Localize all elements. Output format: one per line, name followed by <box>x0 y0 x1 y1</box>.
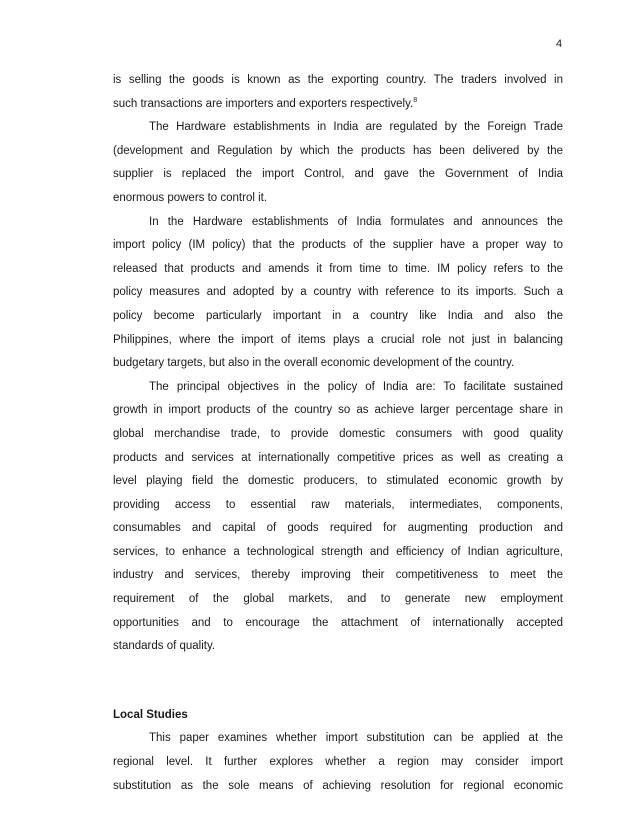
document-body <box>113 69 563 798</box>
text-line: substitution as the sole means of achieving resolution for regional economic <box>113 779 563 792</box>
text-line: budgetary targets, but also in the overall economic development of the country. <box>113 357 515 370</box>
text-line: policy measures and adopted by a country with reference to its imports. Such a <box>113 286 563 299</box>
text-line: is selling the goods is known as the exporting country. The traders involved in <box>113 74 563 86</box>
text-line: (development and Regulation by which the products has been delivered by the <box>113 144 563 157</box>
text-line: growth in import products of the country so as achieve larger percentage share in <box>113 404 563 417</box>
text-line: Philippines, where the import of items plays a crucial role not just in balancing <box>113 333 563 346</box>
text-line: consumables and capital of goods required for augmenting production and <box>113 522 563 535</box>
text-line: regional level. It further explores whether a region may consider import <box>113 756 563 769</box>
text-line-content: such transactions are importers and exporters respectively. <box>113 97 414 110</box>
text-line: requirement of the global markets, and to generate new employment <box>113 593 563 606</box>
text-line: services, to enhance a technological strength and efficiency of Indian agriculture, <box>113 545 563 558</box>
text-line: In the Hardware establishments of India formulates and announces the <box>149 215 563 228</box>
text-line: products and services at internationally competitive prices as well as creating a <box>113 451 563 464</box>
paragraph-local-studies <box>113 727 563 798</box>
text-line: policy become particularly important in a country like India and also the <box>113 309 563 322</box>
page-number: 4 <box>556 38 563 50</box>
paragraph-exporting-country <box>113 69 563 116</box>
text-line: level playing field the domestic producers, to stimulated economic growth by <box>113 475 563 488</box>
footnote-reference: 8 <box>413 96 418 104</box>
text-line: global merchandise trade, to provide domestic consumers with good quality <box>113 427 563 440</box>
text-line: enormous powers to control it. <box>113 191 268 204</box>
text-line: standards of quality. <box>113 640 216 653</box>
text-line: industry and services, thereby improving their competitiveness to meet the <box>113 569 563 582</box>
text-line <box>113 93 563 117</box>
text-line: The Hardware establishments in India are regulated by the Foreign Trade <box>149 121 563 134</box>
section-heading: Local Studies <box>113 708 188 721</box>
text-line: This paper examines whether import substitution can be applied at the <box>149 732 563 745</box>
text-line: import policy (IM policy) that the products of the supplier have a proper way to <box>113 239 563 252</box>
text-line: supplier is replaced the import Control, and gave the Government of India <box>113 168 563 181</box>
paragraph-import-policy <box>113 211 563 376</box>
paragraph-hardware-regulation <box>113 116 563 210</box>
paragraph-principal-objectives <box>113 376 563 659</box>
text-line: opportunities and to encourage the attachment of internationally accepted <box>113 616 563 629</box>
text-line: released that products and amends it from time to time. IM policy refers to the <box>113 262 563 275</box>
text-line: providing access to essential raw materials, intermediates, components, <box>113 498 563 511</box>
text-line: The principal objectives in the policy of India are: To facilitate sustained <box>149 380 563 393</box>
